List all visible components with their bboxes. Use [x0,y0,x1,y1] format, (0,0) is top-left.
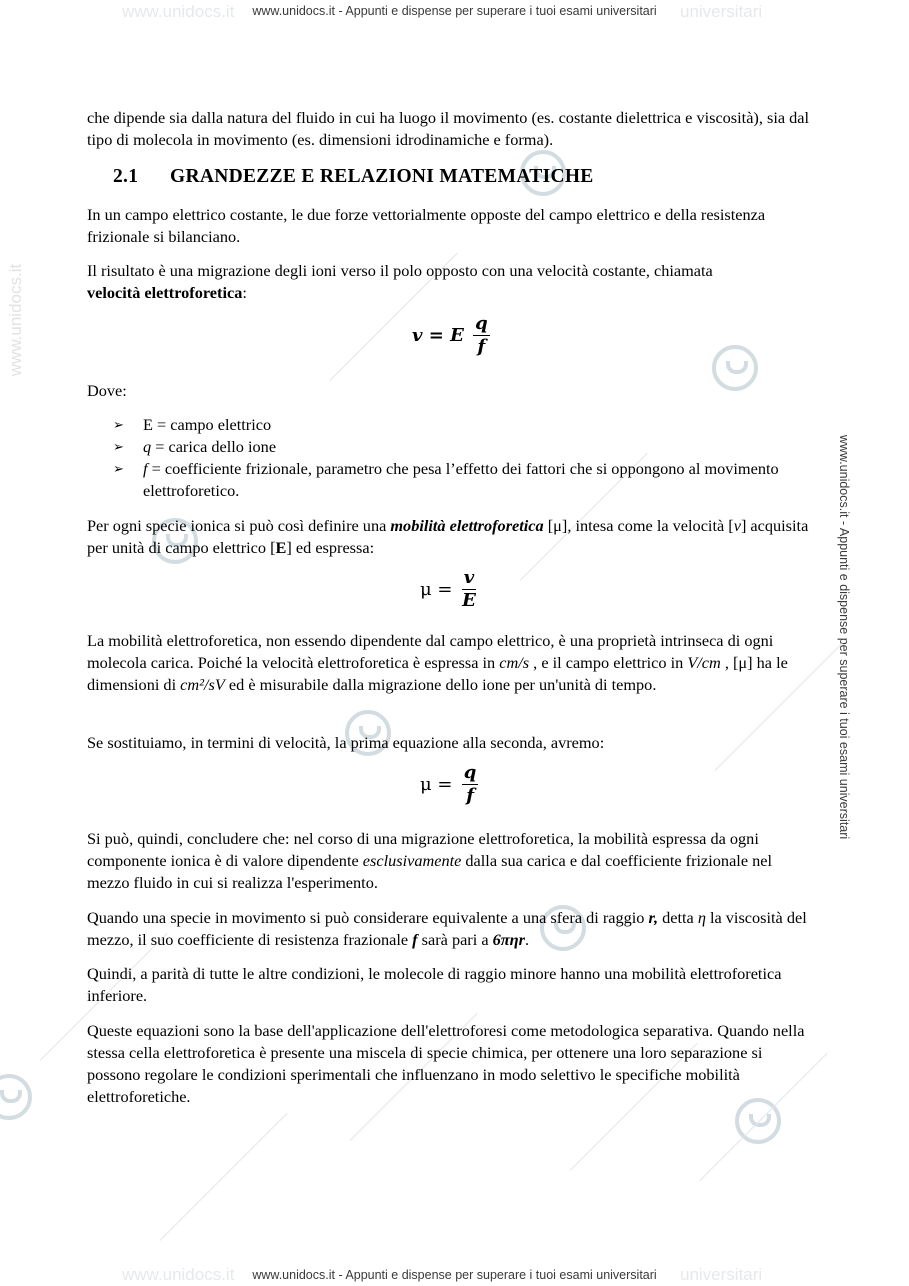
equation-qf-lhs: μ = [420,774,453,795]
equation-velocity-lhs: v = E [412,325,464,346]
paragraph-intrinsic [87,630,817,696]
text-run: Si può, quindi, concludere che: nel corso di una migrazione elettroforetica, la mobilità espressa da ogni componente ionica è di valore dipendente [87,829,759,870]
term-esclusivamente: esclusivamente [362,851,462,870]
paragraph-forces: In un campo elettrico costante, le due forze vettorialmente opposte del campo elettrico e della resistenza frizionale si bilanciano. [87,205,766,246]
text-run: Quando una specie in movimento si può considerare equivalente a una sfera di raggio [87,908,649,927]
section-title: GRANDEZZE E RELAZIONI MATEMATICHE [170,166,594,187]
paragraph-radius: Quindi, a parità di tutte le altre condizioni, le molecole di raggio minore hanno una mobilità elettroforetica inferiore. [87,964,782,1005]
intro-paragraph: che dipende sia dalla natura del fluido in cui ha luogo il movimento (es. costante dielettrica e viscosità), sia dal tipo di molecola in movimento (es. dimensioni idrodinamiche e forma). [87,108,810,149]
unit-v-cm: V/cm [687,653,721,672]
paragraph-sphere [87,907,817,951]
arrow-bullet-icon: ➢ [113,439,124,454]
text-run: . [524,930,530,949]
paragraph-substitution: Se sostituiamo, in termini di velocità, la prima equazione alla seconda, avremo: [87,733,605,752]
text-run: ] acquisita per unità di campo elettrico [ [87,516,809,557]
list-item-text: = coefficiente frizionale, parametro che pesa l’effetto dei fattori che si oppongono al movimento elettroforetico. [143,459,779,500]
list-item-symbol: f [143,459,148,478]
section-number: 2.1 [113,166,139,187]
equation-mobility-fraction [462,568,476,612]
section-heading [113,166,594,188]
watermark-side-left-faint: www.unidocs.it [6,263,26,377]
equation-qf-numerator: q [463,762,477,783]
paragraph-velocity [87,260,817,304]
text-run: ed è misurabile dalla migrazione dello ione per un'unità di tempo. [224,675,657,694]
unit-cm-s: cm/s [499,653,530,672]
list-item-symbol: q [143,437,152,456]
list-item [87,458,803,502]
equation-mobility [420,568,476,612]
text-run: , e il campo elettrico in [529,653,688,672]
equation-qf-denominator: f [466,785,474,806]
text-run: La mobilità elettroforetica, non essendo dipendente dal campo elettrico, è una proprietà intrinseca di ogni molecola carica. Poiché la velocità elettroforetica è espressa in [87,631,774,672]
paragraph-mobility [87,515,817,559]
colon: : [242,283,247,302]
text-run: dalla sua carica e dal coefficiente frizionale nel mezzo fluido in cui si realizza l'esperimento. [87,851,773,892]
symbol-r: r, [648,908,659,927]
text-run: Per ogni specie ionica si può così definire una [87,516,391,535]
unidocs-logo-icon [0,1074,32,1120]
definitions-list [87,414,817,502]
equation-mobility-numerator: v [463,567,475,588]
watermark-faint-bottom-left: www.unidocs.it [122,1265,235,1284]
term-mobilita-elettroforetica: mobilità elettroforetica [390,516,544,535]
symbol-f: f [412,930,418,949]
equation-velocity-numerator: q [475,313,488,334]
text-run: [μ], intesa come la velocità [ [543,516,734,535]
watermark-line [160,1113,288,1241]
equation-velocity-denominator: f [477,336,486,357]
list-item-text: = carica dello ione [151,437,277,456]
text-run: sarà pari a [417,930,493,949]
symbol-v: v [733,516,741,535]
list-item [87,414,817,436]
list-item-text: = campo elettrico [152,415,272,434]
paragraph-conclusion [87,828,817,894]
text-run: la viscosità del mezzo, il suo coefficiente di resistenza frazionale [87,908,807,949]
watermark-footer: www.unidocs.it - Appunti e dispense per superare i tuoi esami universitari [252,1268,657,1282]
symbol-eta: η [697,908,706,927]
arrow-bullet-icon: ➢ [113,417,124,432]
term-velocita-elettroforetica: velocità elettroforetica [87,283,243,302]
text-run: detta [658,908,698,927]
text-run: , [μ] ha le dimensioni di [87,653,788,694]
symbol-e: E [275,538,287,557]
paragraph-velocity-text: Il risultato è una migrazione degli ioni verso il polo opposto con una velocità costante, chiamata [87,261,713,280]
equation-qf-fraction [462,763,479,807]
arrow-bullet-icon: ➢ [113,461,124,476]
equation-mobility-lhs: μ = [420,579,453,600]
watermark-faint-top-right: universitari [680,2,763,21]
watermark-faint-bottom-right: universitari [680,1265,763,1284]
watermark-header: www.unidocs.it - Appunti e dispense per superare i tuoi esami universitari [252,4,657,18]
watermark-side-right: www.unidocs.it - Appunti e dispense per superare i tuoi esami universitari [837,434,852,840]
list-item [87,436,817,458]
formula-6pietar: 6πηr [492,930,525,949]
equation-mobility-denominator: E [462,590,476,611]
dove-label: Dove: [87,381,127,400]
equation-mobility-qf [420,763,478,807]
paragraph-separation: Queste equazioni sono la base dell'applicazione dell'elettroforesi come metodologica separativa. Quando nella stessa cella elettroforetica è presente una miscela di specie chimica, per ottenere una loro separazione si possono regolare le condizioni sperimentali che influenzano in modo selettivo le specifiche mobilità elettroforetiche. [87,1021,805,1106]
text-run: ] ed espressa: [286,538,375,557]
list-item-symbol: E [143,415,153,434]
watermark-faint-top-left: www.unidocs.it [122,2,235,21]
equation-velocity-fraction [473,314,490,358]
equation-velocity [412,314,490,358]
unit-cm2-sv: cm²/sV [180,675,225,694]
